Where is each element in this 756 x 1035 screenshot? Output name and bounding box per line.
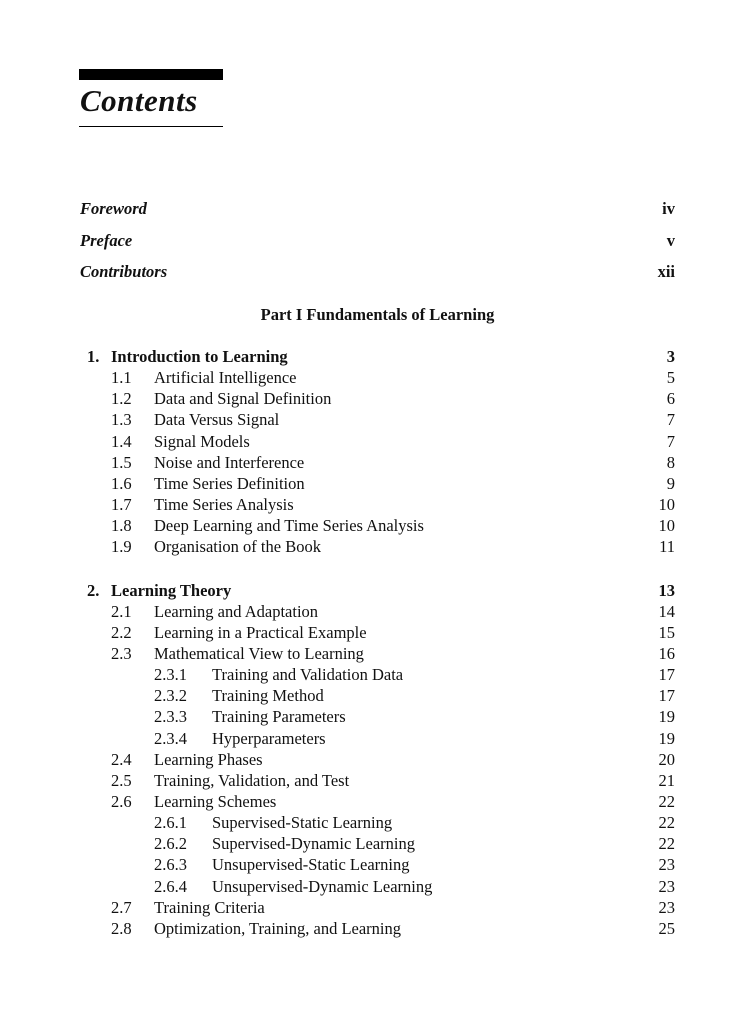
entry-title: Mathematical View to Learning xyxy=(154,643,364,663)
entry-number: 1.5 xyxy=(111,452,132,472)
entry-title: Data Versus Signal xyxy=(154,410,280,430)
toc-section[interactable] xyxy=(80,791,675,812)
page-number: iv xyxy=(662,199,675,218)
page-number: 5 xyxy=(666,368,675,388)
entry-number: 1.8 xyxy=(111,516,132,536)
page-number: 23 xyxy=(658,876,675,896)
toc-subsection[interactable] xyxy=(80,664,675,685)
page-number: 10 xyxy=(658,516,675,536)
entry-number: 1.3 xyxy=(111,410,132,430)
page-number: 14 xyxy=(658,601,675,621)
toc-chapter[interactable] xyxy=(80,580,675,601)
page-number: 20 xyxy=(658,749,675,769)
entry-number: 2.6 xyxy=(111,792,132,811)
page-number: 25 xyxy=(658,918,675,938)
entry-number: 1.1 xyxy=(111,368,132,388)
front-matter-label: Preface xyxy=(80,231,133,250)
entry-title: Learning and Adaptation xyxy=(154,601,319,621)
entry-title: Learning in a Practical Example xyxy=(154,622,367,642)
toc-subsection[interactable] xyxy=(80,685,675,706)
entry-title: Deep Learning and Time Series Analysis xyxy=(154,516,424,536)
front-matter-item-contributors[interactable] xyxy=(80,260,675,284)
entry-title: Training Method xyxy=(212,686,324,706)
entry-title: Training and Validation Data xyxy=(212,665,404,685)
page-number: 22 xyxy=(658,834,675,854)
title-underline xyxy=(79,126,223,127)
page-number: 15 xyxy=(658,622,675,642)
entry-title: Noise and Interference xyxy=(154,452,305,472)
page-number: 22 xyxy=(658,792,675,811)
toc-section[interactable] xyxy=(80,473,675,494)
page-number: 22 xyxy=(658,813,675,833)
front-matter-label: Contributors xyxy=(80,262,168,281)
entry-title: Learning Theory xyxy=(111,580,232,600)
entry-title: Unsupervised-Static Learning xyxy=(212,855,410,875)
page-number: xii xyxy=(657,262,675,281)
page-number: 6 xyxy=(666,389,675,409)
entry-title: Learning Schemes xyxy=(154,792,277,811)
entry-number: 2.1 xyxy=(111,601,132,621)
page-number: v xyxy=(666,231,675,250)
entry-number: 1.9 xyxy=(111,537,132,557)
entry-number: 2.7 xyxy=(111,897,132,917)
toc-section[interactable] xyxy=(80,388,675,409)
entry-title: Unsupervised-Dynamic Learning xyxy=(212,876,433,896)
toc-section[interactable] xyxy=(80,367,675,388)
entry-number: 1. xyxy=(87,347,100,366)
entry-number: 2.2 xyxy=(111,622,132,642)
entry-title: Training Parameters xyxy=(212,707,346,727)
page-number: 11 xyxy=(659,537,675,557)
toc-section[interactable] xyxy=(80,770,675,791)
entry-number: 2. xyxy=(87,580,100,600)
entry-number: 2.5 xyxy=(111,770,132,790)
page-title: Contents xyxy=(80,83,198,118)
entry-number: 2.4 xyxy=(111,749,132,769)
page-number: 17 xyxy=(658,686,675,706)
toc-subsection[interactable] xyxy=(80,876,675,897)
entry-title: Supervised-Dynamic Learning xyxy=(212,834,415,854)
page-number: 17 xyxy=(658,665,675,685)
page-number: 19 xyxy=(658,707,675,727)
toc-subsection[interactable] xyxy=(80,812,675,833)
page-number: 3 xyxy=(666,347,675,366)
entry-title: Introduction to Learning xyxy=(111,347,288,366)
page-number: 10 xyxy=(658,495,675,514)
entry-number: 1.7 xyxy=(111,495,132,514)
entry-number: 1.2 xyxy=(111,389,132,409)
toc-subsection[interactable] xyxy=(80,833,675,854)
entry-title: Optimization, Training, and Learning xyxy=(154,918,402,938)
entry-title: Organisation of the Book xyxy=(154,537,321,557)
page-number: 9 xyxy=(666,473,675,493)
page-number: 19 xyxy=(658,728,675,748)
entry-title: Artificial Intelligence xyxy=(154,368,297,388)
entry-title: Signal Models xyxy=(154,431,250,451)
entry-title: Time Series Definition xyxy=(154,473,305,493)
front-matter-item-foreword[interactable] xyxy=(80,197,675,221)
entry-number: 2.6.3 xyxy=(154,855,187,875)
entry-number: 2.3 xyxy=(111,643,132,663)
entry-number: 2.3.4 xyxy=(154,728,187,748)
page-number: 23 xyxy=(658,897,675,917)
toc-section[interactable] xyxy=(80,494,675,515)
entry-number: 2.3.2 xyxy=(154,686,187,706)
toc-section[interactable] xyxy=(80,918,675,939)
toc-section[interactable] xyxy=(80,749,675,770)
entry-number: 1.4 xyxy=(111,431,132,451)
entry-title: Time Series Analysis xyxy=(154,495,294,514)
entry-title: Training, Validation, and Test xyxy=(154,770,350,790)
toc-section[interactable] xyxy=(80,622,675,643)
toc-section[interactable] xyxy=(80,409,675,430)
entry-title: Training Criteria xyxy=(154,897,265,917)
entry-title: Learning Phases xyxy=(154,749,263,769)
toc-section[interactable] xyxy=(80,601,675,622)
page-number: 7 xyxy=(666,431,675,451)
toc-subsection[interactable] xyxy=(80,706,675,727)
part-heading: Part I Fundamentals of Learning xyxy=(260,305,495,324)
entry-title: Hyperparameters xyxy=(212,728,326,748)
entry-title: Supervised-Static Learning xyxy=(212,813,393,833)
page-number: 21 xyxy=(658,770,675,790)
toc-chapter[interactable] xyxy=(80,346,675,367)
entry-title: Data and Signal Definition xyxy=(154,389,332,409)
toc-section[interactable] xyxy=(80,431,675,452)
toc-section[interactable] xyxy=(80,897,675,918)
entry-number: 2.6.2 xyxy=(154,834,187,854)
page-number: 7 xyxy=(666,410,675,430)
page-number: 23 xyxy=(658,855,675,875)
title-bar-decoration xyxy=(79,69,223,80)
page-number: 16 xyxy=(658,643,675,663)
toc-section[interactable] xyxy=(80,452,675,473)
toc-section[interactable] xyxy=(80,643,675,664)
entry-number: 2.3.1 xyxy=(154,665,187,685)
front-matter-item-preface[interactable] xyxy=(80,229,675,253)
entry-number: 2.6.1 xyxy=(154,813,187,833)
front-matter-label: Foreword xyxy=(80,199,147,218)
entry-number: 2.6.4 xyxy=(154,876,187,896)
entry-number: 1.6 xyxy=(111,473,132,493)
toc-subsection[interactable] xyxy=(80,854,675,875)
page-number: 13 xyxy=(658,580,675,600)
toc-section[interactable] xyxy=(80,536,675,557)
page-number: 8 xyxy=(666,452,675,472)
toc-section[interactable] xyxy=(80,515,675,536)
entry-number: 2.8 xyxy=(111,918,132,938)
toc-subsection[interactable] xyxy=(80,728,675,749)
entry-number: 2.3.3 xyxy=(154,707,187,727)
